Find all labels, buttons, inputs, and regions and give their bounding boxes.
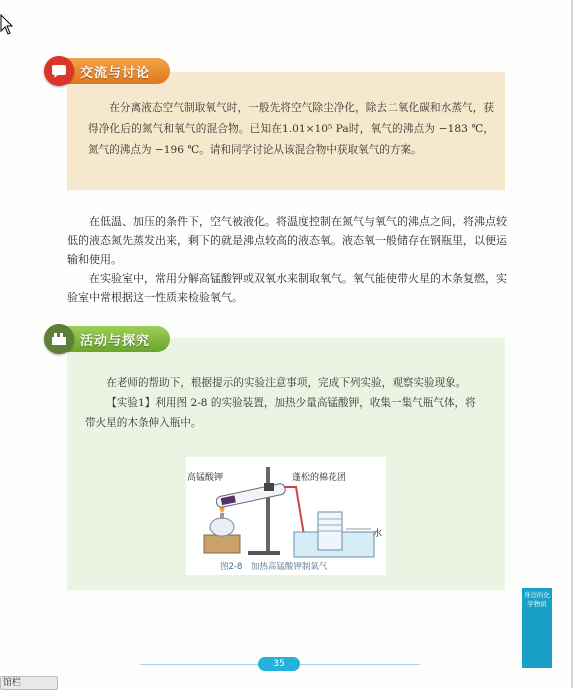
lab-equipment-icon bbox=[44, 324, 74, 354]
activity-title: 活动与探究 bbox=[80, 333, 151, 349]
label-water: 水 bbox=[373, 529, 383, 539]
discussion-icon bbox=[44, 56, 74, 86]
activity-text bbox=[85, 373, 485, 433]
label-cotton-ball: 蓬松的棉花团 bbox=[292, 473, 347, 483]
discussion-paragraph: 在分离液态空气制取氧气时，一般先将空气除尘净化，除去二氧化碳和水蒸气，获得净化后的氮气和氧气的混合物。已知在1.01×10⁵ Pa时，氧气的沸点为 −183 ℃，氮气的沸点为 −196 ℃。请和同学讨论从该混合物中获取氧气的方案。 bbox=[88, 102, 494, 156]
page-number: 35 bbox=[258, 657, 300, 671]
discussion-header bbox=[46, 58, 170, 84]
activity-paragraph-2: 【实验1】利用图 2-8 的实验装置，加热少量高锰酸钾，收集一集气瓶气体，将带火星的木条伸入瓶中。 bbox=[85, 397, 476, 429]
figure-caption: 图2-8 加热高锰酸钾制氧气 bbox=[220, 562, 328, 572]
body-text bbox=[67, 212, 507, 307]
body-paragraph-1: 在低温、加压的条件下，空气被液化。将温度控制在氮气与氧气的沸点之间，将沸点较低的液态氮先蒸发出来，剩下的就是沸点较高的液态氧。液态氧一般储存在钢瓶里，以便运输和使用。 bbox=[67, 215, 507, 266]
discussion-text bbox=[88, 98, 494, 161]
page-edge bbox=[571, 0, 573, 688]
activity-header bbox=[46, 326, 170, 352]
body-paragraph-2: 在实验室中，常用分解高锰酸钾或双氧水来制取氧气。氧气能使带火星的木条复燃，实验室中常根据这一性质来检验氧气。 bbox=[67, 272, 507, 304]
bottom-tab[interactable]: 馆栏 bbox=[0, 676, 58, 690]
discussion-title: 交流与讨论 bbox=[80, 65, 151, 81]
mouse-cursor-icon bbox=[0, 14, 14, 36]
activity-paragraph-1: 在老师的帮助下，根据提示的实验注意事项，完成下列实验，观察实验现象。 bbox=[106, 377, 467, 389]
label-potassium-permanganate: 高锰酸钾 bbox=[187, 473, 224, 483]
chapter-side-tab: 身边的化学物质 bbox=[522, 588, 552, 668]
